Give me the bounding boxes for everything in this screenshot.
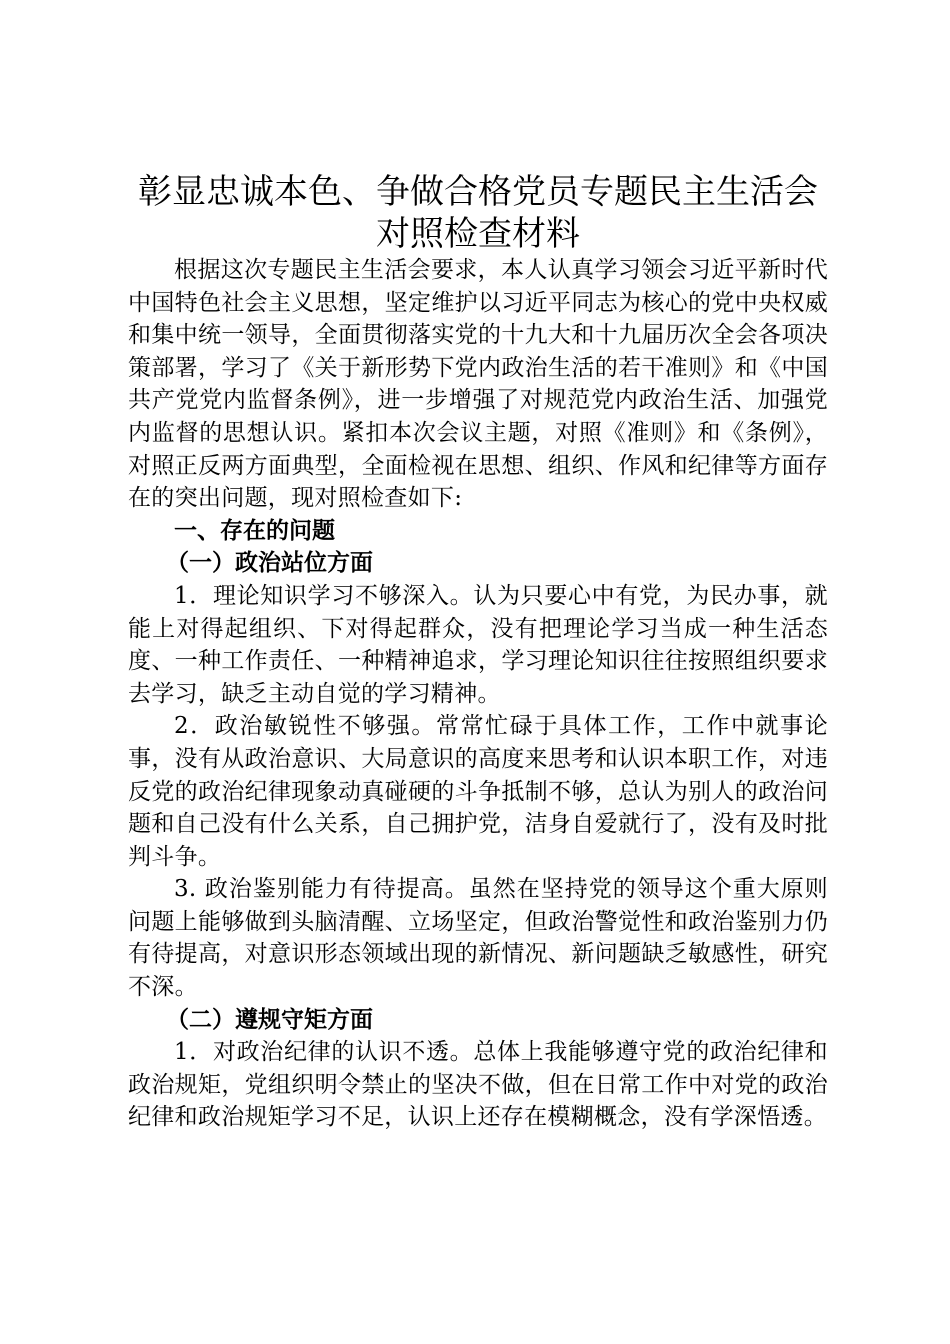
document-title-line1: 彰显忠诚本色、争做合格党员专题民主生活会 <box>138 172 818 212</box>
intro-paragraph: 根据这次专题民主生活会要求，本人认真学习领会习近平新时代中国特色社会主义思想，坚定维护以习近平同志为核心的党中央权威和集中统一领导，全面贯彻落实党的十九大和十九届历次全会各项决策部署，学习了《关于新形势下党内政治生活的若干准则》和《中国共产党党内监督条例》，进一步增强了对规范党内政治生活、加强党内监督的思想认识。紧扣本次会议主题，对照《准则》和《条例》，对照正反两方面典型，全面检视在思想、组织、作风和纪律等方面存在的突出问题，现对照检查如下: <box>128 257 828 512</box>
paragraph-item: 2．政治敏锐性不够强。常常忙碌于具体工作，工作中就事论事，没有从政治意识、大局意识的高度来思考和认识本职工作，对违反党的政治纪律现象动真碰硬的斗争抵制不够，总认为别人的政治问题和自己没有什么关系，自己拥护党，洁身自爱就行了，没有及时批判斗争。 <box>128 713 828 870</box>
document-title-line2: 对照检查材料 <box>376 214 580 254</box>
paragraph-item: 3. 政治鉴别能力有待提高。虽然在坚持党的领导这个重大原则问题上能够做到头脑清醒、立场坚定，但政治警觉性和政治鉴别力仍有待提高，对意识形态领域出现的新情况、新问题缺乏敏感性，研究不深。 <box>128 876 828 1001</box>
subsection-heading-political-stance: （一）政治站位方面 <box>166 549 373 577</box>
subsection-heading-discipline: （二）遵规守矩方面 <box>166 1005 373 1033</box>
paragraph-item: 1．理论知识学习不够深入。认为只要心中有党，为民办事，就能上对得起组织、下对得起群众，没有把理论学习当成一种生活态度、一种工作责任、一种精神追求，学习理论知识往往按照组织要求去学习，缺乏主动自觉的学习精神。 <box>128 582 828 707</box>
paragraph-item: 1．对政治纪律的认识不透。总体上我能够遵守党的政治纪律和政治规矩，党组织明令禁止的坚决不做，但在日常工作中对党的政治纪律和政治规矩学习不足，认识上还存在模糊概念，没有学深悟透。 <box>128 1039 828 1131</box>
document-body <box>128 254 828 1134</box>
section-heading-problems: 一、存在的问题 <box>174 516 335 544</box>
